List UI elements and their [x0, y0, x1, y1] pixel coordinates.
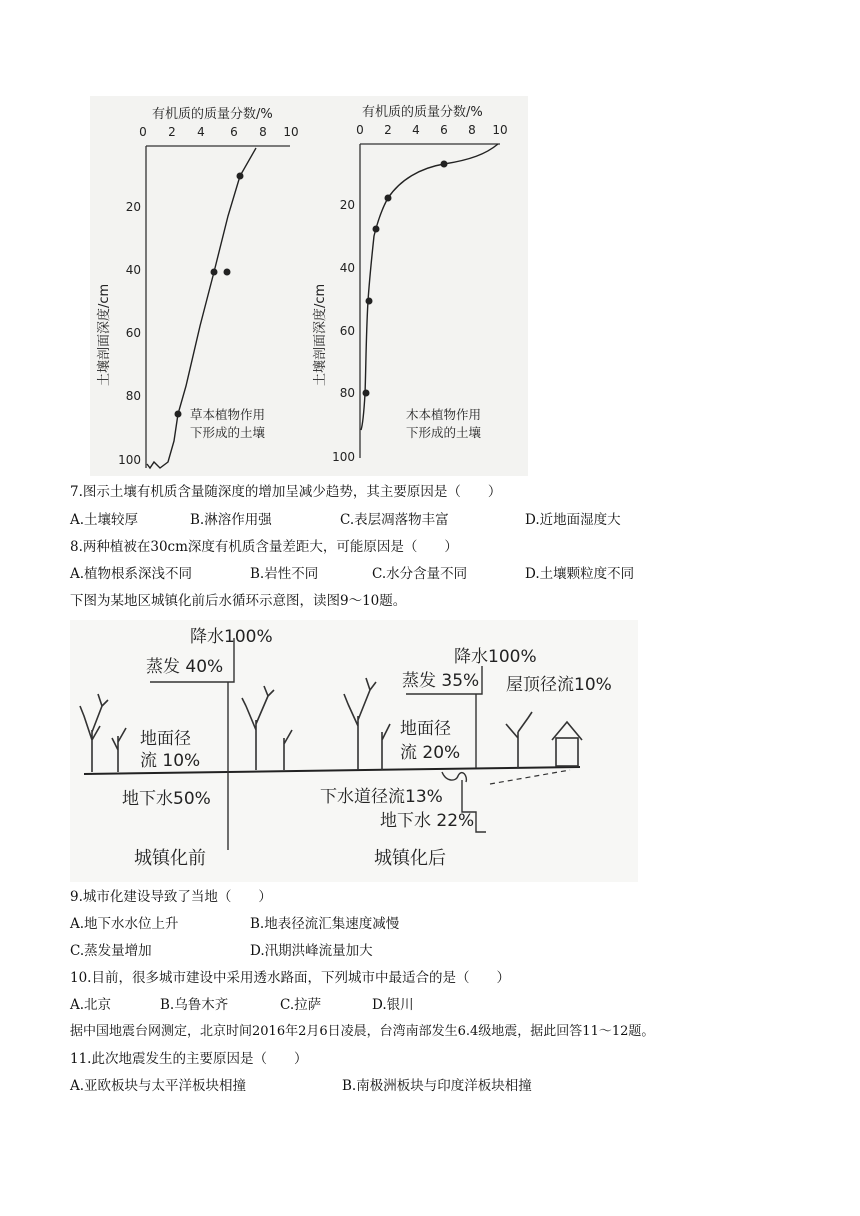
left-caption-1: 草本植物作用: [190, 407, 266, 422]
right-tick-y-20: 20: [339, 198, 355, 212]
after-sewer-dashed-line: [490, 770, 570, 784]
left-tick-y-40: 40: [125, 263, 141, 277]
soil-charts-svg: [90, 96, 528, 476]
left-axis-title: 有机质的质量分数/%: [152, 107, 273, 122]
house-icon: [552, 722, 582, 766]
left-tick-y-20: 20: [125, 200, 141, 214]
left-tick-y-60: 60: [125, 326, 141, 340]
before-evap-label: 蒸发 40%: [146, 657, 224, 677]
q11-option-a: A.亚欧板块与太平洋板块相撞: [70, 1078, 247, 1094]
water-cycle-svg: [70, 620, 638, 882]
q10-option-b: B.乌鲁木齐: [160, 997, 229, 1013]
q10-option-d: D.银川: [372, 997, 414, 1013]
q11-option-b: B.南极洲板块与印度洋板块相撞: [342, 1078, 532, 1094]
right-caption-2: 下形成的土壤: [406, 425, 482, 440]
right-caption-1: 木本植物作用: [406, 407, 482, 422]
q7-option-b: B.淋溶作用强: [190, 512, 272, 528]
q10-option-c: C.拉萨: [280, 997, 322, 1013]
q7-option-d: D.近地面湿度大: [525, 512, 621, 528]
q9-option-a: A.地下水水位上升: [70, 916, 179, 932]
after-surface-runoff-1: 地面径: [400, 719, 451, 739]
left-point-2: [211, 269, 218, 276]
after-tree-1-icon: [344, 678, 390, 770]
before-section: [80, 627, 292, 869]
left-tick-y-80: 80: [125, 389, 141, 403]
q7-option-c: C.表层凋落物丰富: [340, 512, 449, 528]
before-surface-runoff-2: 流 10%: [140, 751, 201, 771]
left-tick-x-8: 8: [259, 125, 267, 139]
left-tick-x-4: 4: [197, 125, 205, 139]
before-title: 城镇化前: [134, 848, 206, 869]
after-section: [320, 647, 612, 869]
before-surface-runoff-1: 地面径: [140, 729, 191, 749]
right-point-3: [373, 226, 380, 233]
left-y-title: 土壤剖面深度/cm: [97, 283, 112, 386]
soil-organic-matter-figure: [90, 96, 528, 476]
q8-option-b: B.岩性不同: [250, 566, 319, 582]
right-point-2: [385, 195, 392, 202]
q11-stem: 11.此次地震发生的主要原因是（ ）: [70, 1051, 308, 1067]
after-sewer-runoff-label: 下水道径流13%: [320, 787, 443, 807]
left-point-1: [237, 173, 244, 180]
right-y-title: 土壤剖面深度/cm: [313, 283, 328, 386]
left-tick-y-100: 100: [118, 453, 141, 467]
right-tick-x-4: 4: [412, 123, 420, 137]
right-axis-title: 有机质的质量分数/%: [362, 105, 483, 120]
right-point-4: [366, 298, 373, 305]
before-precip-label: 降水100%: [190, 627, 273, 647]
right-tick-y-80: 80: [339, 386, 355, 400]
q9-stem: 9.城市化建设导致了当地（ ）: [70, 889, 272, 905]
left-tick-x-2: 2: [168, 125, 176, 139]
before-tree-2-icon: [242, 686, 292, 770]
right-profile-curve: [361, 144, 498, 430]
right-tick-y-60: 60: [339, 324, 355, 338]
q8-option-a: A.植物根系深浅不同: [70, 566, 193, 582]
q7-stem: 7.图示土壤有机质含量随深度的增加呈减少趋势，其主要原因是（ ）: [70, 484, 502, 500]
left-tick-x-10: 10: [283, 125, 299, 139]
before-groundwater-label: 地下水50%: [122, 789, 211, 809]
right-tick-y-40: 40: [339, 261, 355, 275]
intro-9-10: 下图为某地区城镇化前后水循环示意图，读图9～10题。: [70, 593, 407, 609]
q8-stem: 8.两种植被在30cm深度有机质含量差距大，可能原因是（ ）: [70, 539, 458, 555]
left-chart: [96, 106, 299, 468]
right-tick-y-100: 100: [332, 450, 355, 464]
q9-option-b: B.地表径流汇集速度减慢: [250, 916, 400, 932]
left-caption-2: 下形成的土壤: [190, 425, 266, 440]
right-point-1: [441, 161, 448, 168]
right-tick-x-6: 6: [440, 123, 448, 137]
q8-option-c: C.水分含量不同: [372, 566, 468, 582]
after-precip-label: 降水100%: [454, 647, 537, 667]
after-evap-label: 蒸发 35%: [402, 671, 480, 691]
q7-option-a: A.土壤较厚: [70, 512, 139, 528]
q8-option-d: D.土壤颗粒度不同: [525, 566, 635, 582]
right-tick-x-0: 0: [356, 123, 364, 137]
intro-11-12: 据中国地震台网测定，北京时间2016年2月6日凌晨，台湾南部发生6.4级地震，据此回答11～12题。: [70, 1024, 655, 1039]
after-groundwater-label: 地下水 22%: [380, 811, 475, 831]
after-roof-runoff-label: 屋顶径流10%: [506, 675, 612, 695]
left-tick-x-6: 6: [230, 125, 238, 139]
after-tree-2-icon: [506, 712, 532, 768]
right-tick-x-10: 10: [492, 123, 508, 137]
water-cycle-figure: [70, 620, 638, 882]
q10-option-a: A.北京: [70, 997, 112, 1013]
right-tick-x-2: 2: [384, 123, 392, 137]
left-point-4: [175, 411, 182, 418]
q9-option-d: D.汛期洪峰流量加大: [250, 943, 373, 959]
before-tree-1-icon: [80, 694, 126, 772]
after-title: 城镇化后: [374, 848, 446, 869]
q9-option-c: C.蒸发量增加: [70, 943, 152, 959]
after-surface-runoff-2: 流 20%: [400, 743, 461, 763]
left-tick-x-0: 0: [139, 125, 147, 139]
right-tick-x-8: 8: [468, 123, 476, 137]
q10-stem: 10.目前，很多城市建设中采用透水路面，下列城市中最适合的是（ ）: [70, 970, 510, 986]
after-sewer-pipe-icon: [442, 772, 466, 782]
right-chart: [312, 104, 508, 464]
left-point-3: [224, 269, 231, 276]
right-point-5: [363, 390, 370, 397]
